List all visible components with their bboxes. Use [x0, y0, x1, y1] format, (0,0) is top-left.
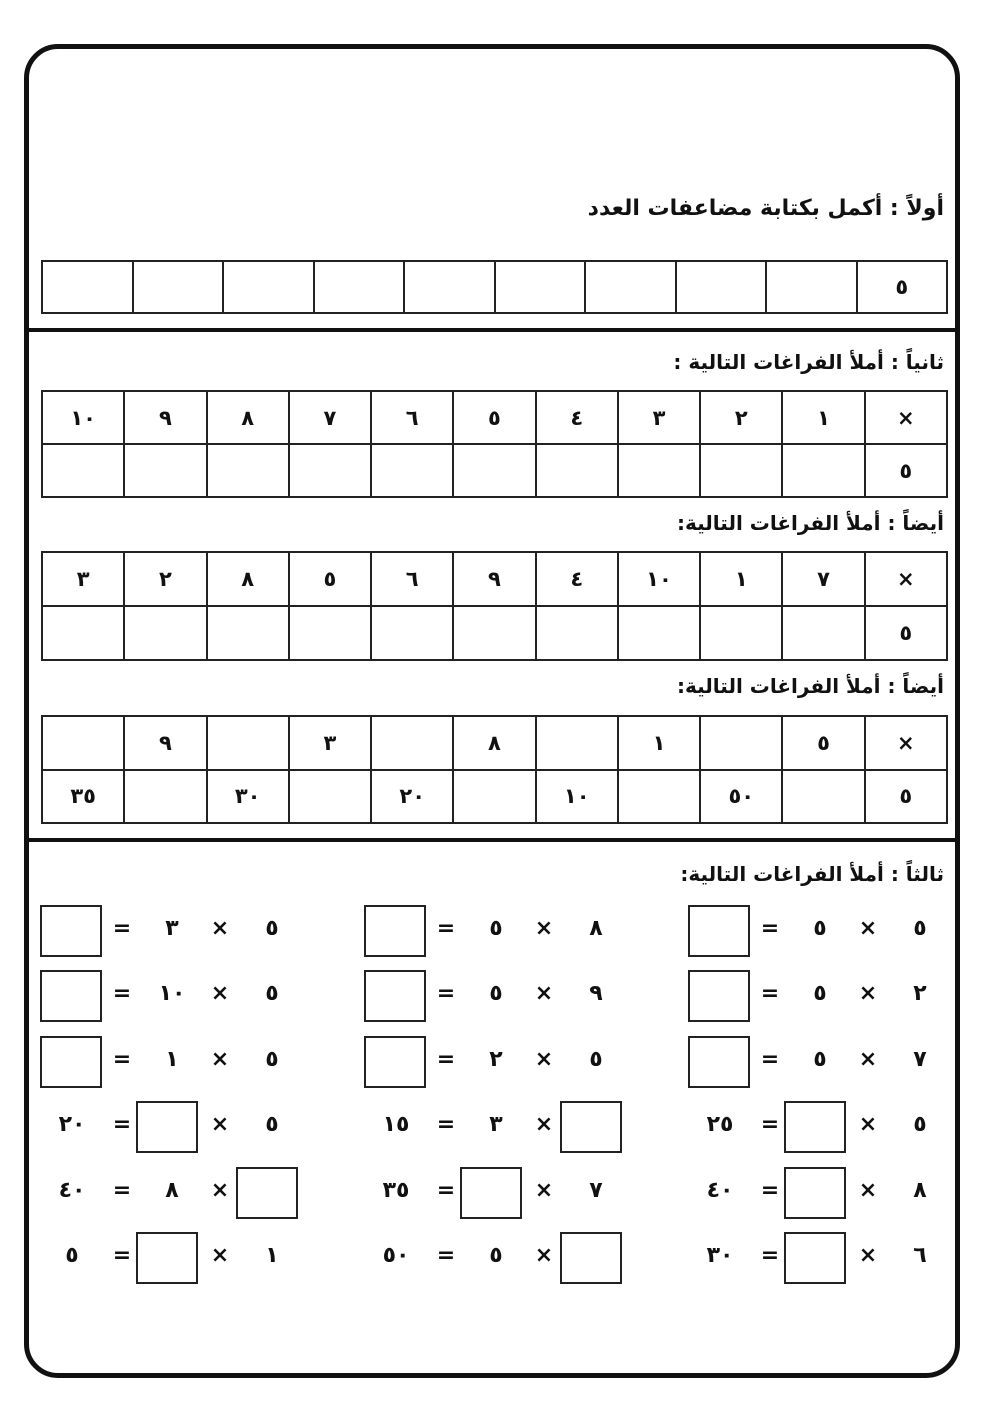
answer-cell[interactable] [782, 770, 864, 824]
table-cell: ٦ [371, 391, 453, 444]
times-sign: × [534, 916, 554, 941]
section-divider [29, 328, 955, 332]
multiplication-table-2 [41, 551, 948, 661]
answer-cell[interactable] [223, 261, 314, 313]
times-sign: × [534, 1112, 554, 1137]
table-cell: ٥ [865, 606, 947, 660]
equals-sign: = [436, 1243, 456, 1268]
table-cell: ١ [618, 716, 700, 770]
answer-cell[interactable] [207, 716, 289, 770]
answer-box[interactable] [688, 1036, 750, 1088]
table-row [42, 444, 947, 497]
multiplication-table-1 [41, 390, 948, 498]
times-sign: × [210, 1047, 230, 1072]
equation-number: ٣ [489, 1112, 503, 1137]
equation-number: ٥ [265, 916, 279, 941]
answer-cell[interactable] [42, 716, 124, 770]
answer-cell[interactable] [42, 444, 124, 497]
section5-title: ثالثاً : أملأ الفراغات التالية: [680, 862, 944, 886]
equals-sign: = [760, 1243, 780, 1268]
table-cell: ٥ [857, 261, 948, 313]
equation-number: ٥ [489, 1243, 503, 1268]
table-cell: ٦ [371, 552, 453, 606]
answer-cell[interactable] [700, 606, 782, 660]
times-sign: × [534, 1243, 554, 1268]
equation-number: ١ [265, 1243, 279, 1268]
answer-box[interactable] [784, 1101, 846, 1153]
table-cell: ١ [782, 391, 864, 444]
table-cell: ٩ [124, 716, 206, 770]
answer-cell[interactable] [495, 261, 586, 313]
answer-box[interactable] [364, 970, 426, 1022]
table-cell: ٥ [289, 552, 371, 606]
equation-number: ٥ [813, 916, 827, 941]
equals-sign: = [112, 916, 132, 941]
equation-number: ٥ [589, 1047, 603, 1072]
equation-number: ٥ [265, 1112, 279, 1137]
table-row [42, 261, 947, 313]
table-row [42, 552, 947, 606]
answer-cell[interactable] [289, 606, 371, 660]
answer-cell[interactable] [314, 261, 405, 313]
table-cell: ٣ [618, 391, 700, 444]
equation-number: ٢ [913, 981, 927, 1006]
answer-cell[interactable] [289, 770, 371, 824]
answer-box[interactable] [136, 1232, 198, 1284]
answer-cell[interactable] [371, 444, 453, 497]
equals-sign: = [436, 1178, 456, 1203]
section2-title: ثانياً : أملأ الفراغات التالية : [673, 350, 944, 374]
answer-box[interactable] [560, 1232, 622, 1284]
times-sign: × [858, 981, 878, 1006]
multiples-table [41, 260, 948, 314]
table-cell: ٥٠ [700, 770, 782, 824]
answer-box[interactable] [560, 1101, 622, 1153]
section3-title: أيضاً : أملأ الفراغات التالية: [676, 511, 944, 535]
table-cell: ٨ [207, 391, 289, 444]
table-cell: ٥ [865, 444, 947, 497]
equation-number: ٦ [913, 1243, 927, 1268]
table-cell: × [865, 716, 947, 770]
answer-cell[interactable] [371, 716, 453, 770]
equals-sign: = [436, 981, 456, 1006]
table-cell: ١٠ [618, 552, 700, 606]
table-cell: ٥ [865, 770, 947, 824]
equation-number: ١٥ [382, 1112, 410, 1137]
table-cell: ٢ [700, 391, 782, 444]
table-cell: ١ [700, 552, 782, 606]
equals-sign: = [112, 1047, 132, 1072]
answer-box[interactable] [460, 1167, 522, 1219]
equation-number: ٤٠ [58, 1178, 86, 1203]
answer-cell[interactable] [124, 606, 206, 660]
answer-cell[interactable] [371, 606, 453, 660]
equals-sign: = [112, 1112, 132, 1137]
table-cell: ٨ [453, 716, 535, 770]
answer-cell[interactable] [766, 261, 857, 313]
answer-box[interactable] [364, 905, 426, 957]
table-cell: ٣٠ [207, 770, 289, 824]
equation-number: ٣٥ [382, 1178, 410, 1203]
answer-cell[interactable] [618, 444, 700, 497]
table-cell: ٧ [289, 391, 371, 444]
answer-box[interactable] [236, 1167, 298, 1219]
answer-cell[interactable] [782, 606, 864, 660]
table-cell: ٢ [124, 552, 206, 606]
table-cell: × [865, 391, 947, 444]
times-sign: × [858, 1243, 878, 1268]
answer-cell[interactable] [700, 444, 782, 497]
answer-box[interactable] [40, 1036, 102, 1088]
answer-cell[interactable] [289, 444, 371, 497]
answer-cell[interactable] [700, 716, 782, 770]
times-sign: × [210, 981, 230, 1006]
answer-cell[interactable] [207, 606, 289, 660]
equals-sign: = [760, 981, 780, 1006]
equation-number: ١٠ [158, 981, 186, 1006]
answer-box[interactable] [784, 1232, 846, 1284]
section1-title: أولاً : أكمل بكتابة مضاعفات العدد [587, 196, 944, 221]
equation-number: ١ [165, 1047, 179, 1072]
answer-cell[interactable] [585, 261, 676, 313]
equation-number: ٥ [913, 1112, 927, 1137]
times-sign: × [858, 1047, 878, 1072]
answer-cell[interactable] [618, 606, 700, 660]
times-sign: × [210, 1243, 230, 1268]
table-row [42, 606, 947, 660]
equation-number: ٥٠ [382, 1243, 410, 1268]
equation-number: ٩ [589, 981, 603, 1006]
times-sign: × [210, 1178, 230, 1203]
equation-number: ٥ [813, 981, 827, 1006]
table-cell: ٨ [207, 552, 289, 606]
equals-sign: = [436, 1112, 456, 1137]
table-row [42, 770, 947, 824]
times-sign: × [210, 1112, 230, 1137]
times-sign: × [210, 916, 230, 941]
times-sign: × [534, 981, 554, 1006]
answer-cell[interactable] [42, 606, 124, 660]
equation-number: ٧ [913, 1047, 927, 1072]
times-sign: × [858, 1178, 878, 1203]
table-cell: ٣٥ [42, 770, 124, 824]
equation-number: ٨ [165, 1178, 179, 1203]
table-cell: ٩ [453, 552, 535, 606]
table-row [42, 716, 947, 770]
answer-cell[interactable] [536, 606, 618, 660]
answer-cell[interactable] [618, 770, 700, 824]
times-sign: × [858, 916, 878, 941]
times-sign: × [534, 1178, 554, 1203]
multiplication-table-3 [41, 715, 948, 824]
table-cell: ٣ [289, 716, 371, 770]
answer-cell[interactable] [453, 606, 535, 660]
table-cell: ٥ [782, 716, 864, 770]
answer-cell[interactable] [124, 444, 206, 497]
table-cell: ١٠ [536, 770, 618, 824]
equation-number: ٨ [589, 916, 603, 941]
answer-box[interactable] [364, 1036, 426, 1088]
table-cell: ٣ [42, 552, 124, 606]
equals-sign: = [112, 1243, 132, 1268]
equals-sign: = [436, 1047, 456, 1072]
answer-cell[interactable] [207, 444, 289, 497]
times-sign: × [534, 1047, 554, 1072]
answer-box[interactable] [136, 1101, 198, 1153]
answer-cell[interactable] [133, 261, 224, 313]
equation-number: ٥ [913, 916, 927, 941]
equals-sign: = [112, 1178, 132, 1203]
answer-cell[interactable] [536, 444, 618, 497]
times-sign: × [858, 1112, 878, 1137]
table-row [42, 391, 947, 444]
answer-cell[interactable] [676, 261, 767, 313]
equation-number: ٢٠ [58, 1112, 86, 1137]
answer-cell[interactable] [536, 716, 618, 770]
equation-number: ٤٠ [706, 1178, 734, 1203]
table-cell: × [865, 552, 947, 606]
answer-cell[interactable] [404, 261, 495, 313]
equation-number: ٥ [265, 981, 279, 1006]
table-cell: ٧ [782, 552, 864, 606]
section4-title: أيضاً : أملأ الفراغات التالية: [676, 674, 944, 698]
equals-sign: = [760, 916, 780, 941]
equals-sign: = [760, 1047, 780, 1072]
table-cell: ٤ [536, 552, 618, 606]
equation-number: ٥ [813, 1047, 827, 1072]
answer-box[interactable] [688, 905, 750, 957]
table-cell: ٤ [536, 391, 618, 444]
section-divider [29, 838, 955, 842]
equation-number: ٥ [65, 1243, 79, 1268]
answer-cell[interactable] [42, 261, 133, 313]
equation-number: ٥ [265, 1047, 279, 1072]
equals-sign: = [760, 1112, 780, 1137]
equals-sign: = [112, 981, 132, 1006]
answer-box[interactable] [40, 905, 102, 957]
equation-number: ٣٠ [706, 1243, 734, 1268]
equation-number: ٥ [489, 981, 503, 1006]
answer-box[interactable] [688, 970, 750, 1022]
table-cell: ٩ [124, 391, 206, 444]
equation-number: ٨ [913, 1178, 927, 1203]
answer-box[interactable] [40, 970, 102, 1022]
answer-cell[interactable] [453, 770, 535, 824]
equals-sign: = [760, 1178, 780, 1203]
answer-cell[interactable] [782, 444, 864, 497]
equals-sign: = [436, 916, 456, 941]
equation-number: ٢٥ [706, 1112, 734, 1137]
answer-box[interactable] [784, 1167, 846, 1219]
answer-cell[interactable] [453, 444, 535, 497]
table-cell: ٥ [453, 391, 535, 444]
equation-number: ٣ [165, 916, 179, 941]
equation-number: ٥ [489, 916, 503, 941]
answer-cell[interactable] [124, 770, 206, 824]
table-cell: ٢٠ [371, 770, 453, 824]
equation-number: ٢ [489, 1047, 503, 1072]
table-cell: ١٠ [42, 391, 124, 444]
equation-number: ٧ [589, 1178, 603, 1203]
